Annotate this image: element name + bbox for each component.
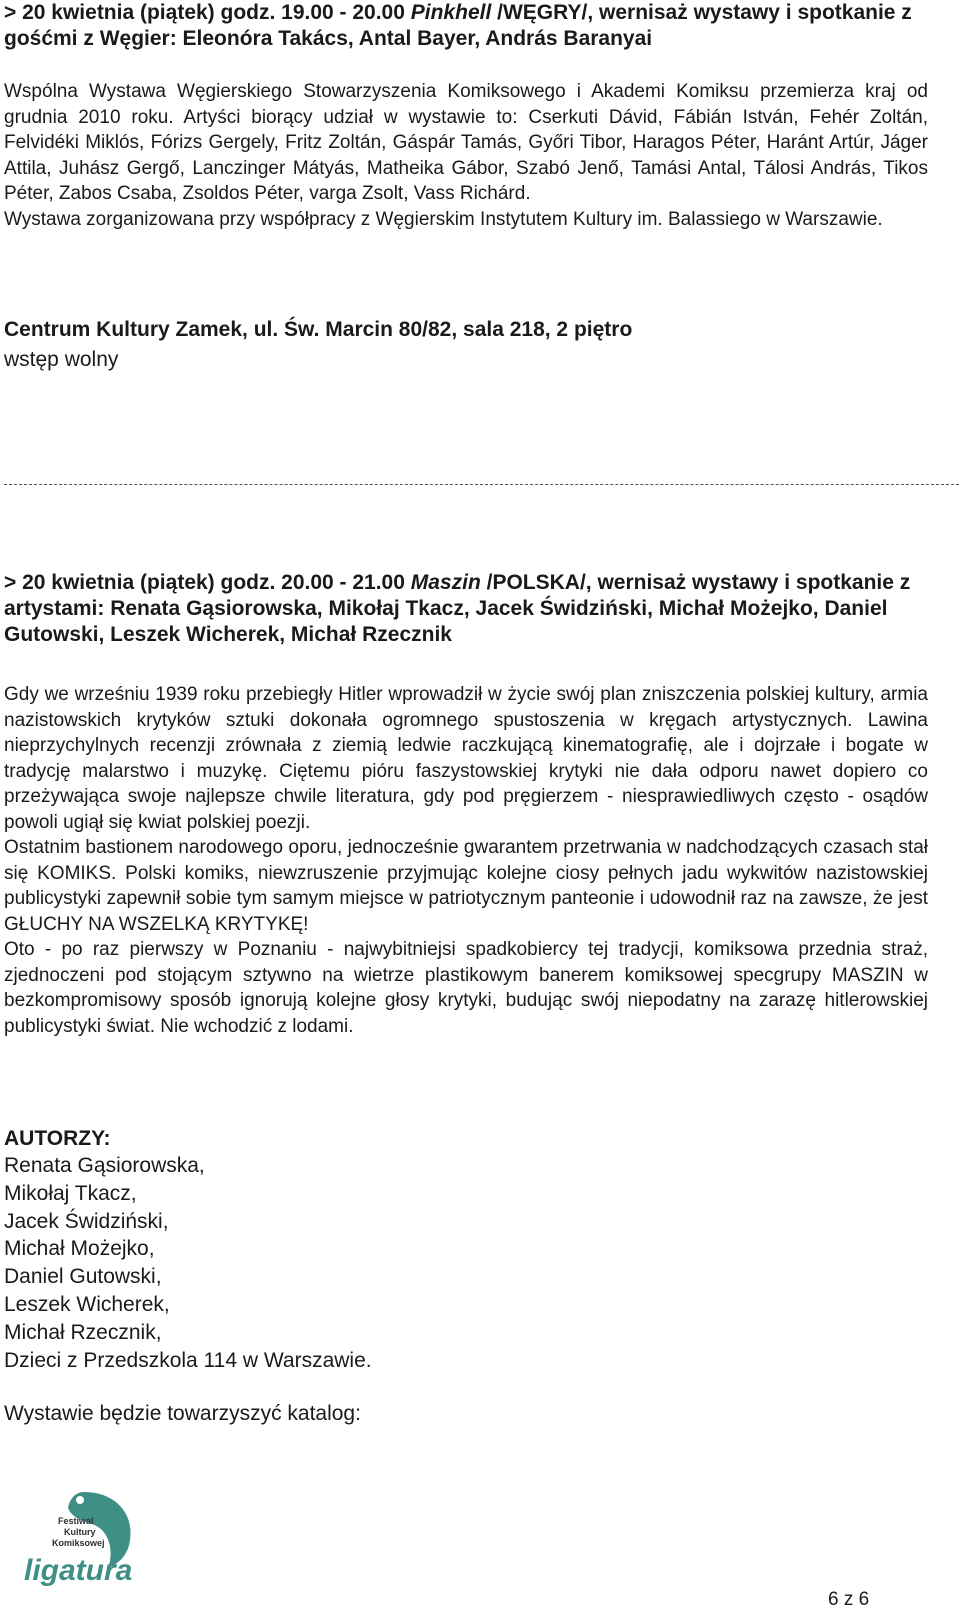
event2-paragraph-2: Ostatnim bastionem narodowego oporu, jednocześnie gwarantem przetrwania w nadchodzących czasach stał się KOMIKS. Polski komiks, niewzruszenie przyjmując kolejne ciosy pełnych jadu wykwitów nazistowskiej publicystyki zapewnił sobie tym samym miejsce w patriotycznym panteonie i udowodnił raz na zawsze, że jest GŁUCHY NA WSZELKĄ KRYTYKĘ! <box>4 837 928 935</box>
event1-venue-name: Centrum Kultury Zamek, ul. Św. Marcin 80/82, sala 218, 2 piętro <box>4 318 633 341</box>
event2-paragraph-1: Gdy we wrześniu 1939 roku przebiegły Hitler wprowadził w życie swój plan zniszczenia polskiej kultury, armia nazistowskich krytyków sztuki dokonała ogromnego spustoszenia w kręgach artystycznych. Lawina nieprzychylnych recenzji zrównała z ziemią ledwie raczkującą kinematografię, ale i dojrzałe i bogate w tradycję malarstwo i muzykę. Ciętemu pióru faszystowskiej krytyki nie dała odporu nawet dopiero co przeżywająca swoje najlepsze chwile literatura, gdy pod pręgierzem - niesprawiedliwych często - osądów powoli ugiął się kwiat polskiej poezji. <box>4 684 928 833</box>
event2-heading-prefix: > 20 kwietnia (piątek) godz. 20.00 - 21.00 <box>4 571 411 594</box>
logo-line3: Komiksowej <box>52 1538 105 1548</box>
event2-description <box>4 682 928 1039</box>
author-item: Jacek Świdziński, <box>4 1209 169 1233</box>
event1-heading-rest: /WĘGRY/, wernisaż wystawy i spotkanie z gośćmi z Węgier: Eleonóra Takács, Antal Bayer, András Baranyai <box>4 1 912 50</box>
author-item: Mikołaj Tkacz, <box>4 1181 137 1205</box>
author-item: Renata Gąsiorowska, <box>4 1154 205 1177</box>
event2-heading <box>4 570 928 648</box>
page-number: 6 z 6 <box>828 1589 870 1610</box>
author-item: Michał Możejko, <box>4 1237 155 1261</box>
logo-line1: Festiwal <box>58 1516 94 1526</box>
author-item: Leszek Wicherek, <box>4 1292 170 1316</box>
event1-paragraph-1: Wspólna Wystawa Węgierskiego Stowarzyszenia Komiksowego i Akademi Komiksu przemierza kraj od grudnia 2010 roku. Artyści biorący udział w wystawie to: Cserkuti Dávid, Fábián István, Fehér Zoltán, Felvidéki Miklós, Fórizs Gergely, Fritz Zoltán, Gáspár Tamás, Győri Tibor, Haragos Péter, Haránt Artúr, Jáger Attila, Juhász Gergő, Lanczinger Mátyás, Matheika Gábor, Szabó Jenő, Tamási Antal, Tálosi András, Tikos Péter, Zabos Csaba, Zsoldos Péter, varga Zsolt, Vass Richárd. <box>4 81 928 204</box>
event2-heading-rest: /POLSKA/, wernisaż wystawy i spotkanie z artystami: Renata Gąsiorowska, Mikołaj Tkacz, Jacek Świdziński, Michał Możejko, Daniel Gutowski, Leszek Wicherek, Michał Rzecznik <box>4 571 911 646</box>
event2-title: Maszin <box>410 571 481 594</box>
catalog-note: Wystawie będzie towarzyszyć katalog: <box>4 1402 361 1425</box>
festival-logo <box>22 1490 142 1590</box>
logo-line2: Kultury <box>64 1527 96 1537</box>
event1-paragraph-2: Wystawa zorganizowana przy współpracy z Węgierskim Instytutem Kultury im. Balassiego w Warszawie. <box>4 208 883 230</box>
authors-list <box>4 1152 928 1374</box>
author-item: Daniel Gutowski, <box>4 1265 162 1289</box>
event2-paragraph-3: Oto - po raz pierwszy w Poznaniu - najwybitniejsi spadkobiercy tej tradycji, komiksowa przednia straż, zjednoczeni pod stojącym sztywno na wietrze plastikowym banerem komiksowej specgrupy MASZIN w bezkompromisowy sposób ignorują kolejne głosy krytyki, budując swój niepodatny na zarazę hitlerowskiej publicystyki świat. Nie wchodzić z lodami. <box>4 939 928 1037</box>
event1-heading <box>4 0 928 52</box>
author-item: Dzieci z Przedszkola 114 w Warszawie. <box>4 1348 372 1372</box>
logo-wordmark: ligatura <box>24 1554 133 1587</box>
event1-title: Pinkhell <box>410 1 492 24</box>
authors-title: AUTORZY: <box>4 1127 111 1150</box>
event1-heading-prefix: > 20 kwietnia (piątek) godz. 19.00 - 20.00 <box>4 1 411 24</box>
event1-description <box>4 79 928 232</box>
section-divider <box>4 484 959 485</box>
author-item: Michał Rzecznik, <box>4 1320 162 1344</box>
event1-venue-entry: wstęp wolny <box>4 348 119 371</box>
